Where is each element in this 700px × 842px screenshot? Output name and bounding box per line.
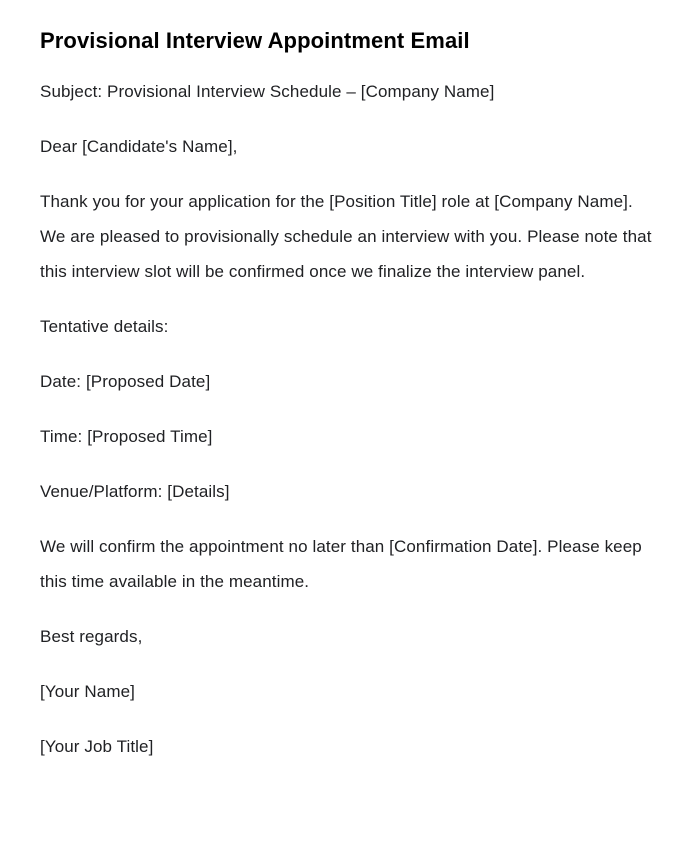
venue-platform-line: Venue/Platform: [Details] (40, 482, 230, 501)
confirmation-paragraph: We will confirm the appointment no later than [Confirmation Date]. Please keep this time available in the meantime. (40, 537, 642, 591)
date-line: Date: [Proposed Date] (40, 372, 211, 391)
signoff: Best regards, (40, 627, 143, 646)
sender-job-title: [Your Job Title] (40, 737, 154, 756)
salutation: Dear [Candidate's Name], (40, 137, 238, 156)
page-title: Provisional Interview Appointment Email (40, 28, 470, 53)
time-line: Time: [Proposed Time] (40, 427, 213, 446)
email-subject-line: Subject: Provisional Interview Schedule – [Company Name] (40, 82, 495, 101)
sender-name: [Your Name] (40, 682, 135, 701)
intro-paragraph: Thank you for your application for the [Position Title] role at [Company Name]. We are pleased to provisionally schedule an interview with you. Please note that this interview slot will be confirmed once we finalize the interview panel. (40, 192, 652, 281)
tentative-details-label: Tentative details: (40, 317, 169, 336)
